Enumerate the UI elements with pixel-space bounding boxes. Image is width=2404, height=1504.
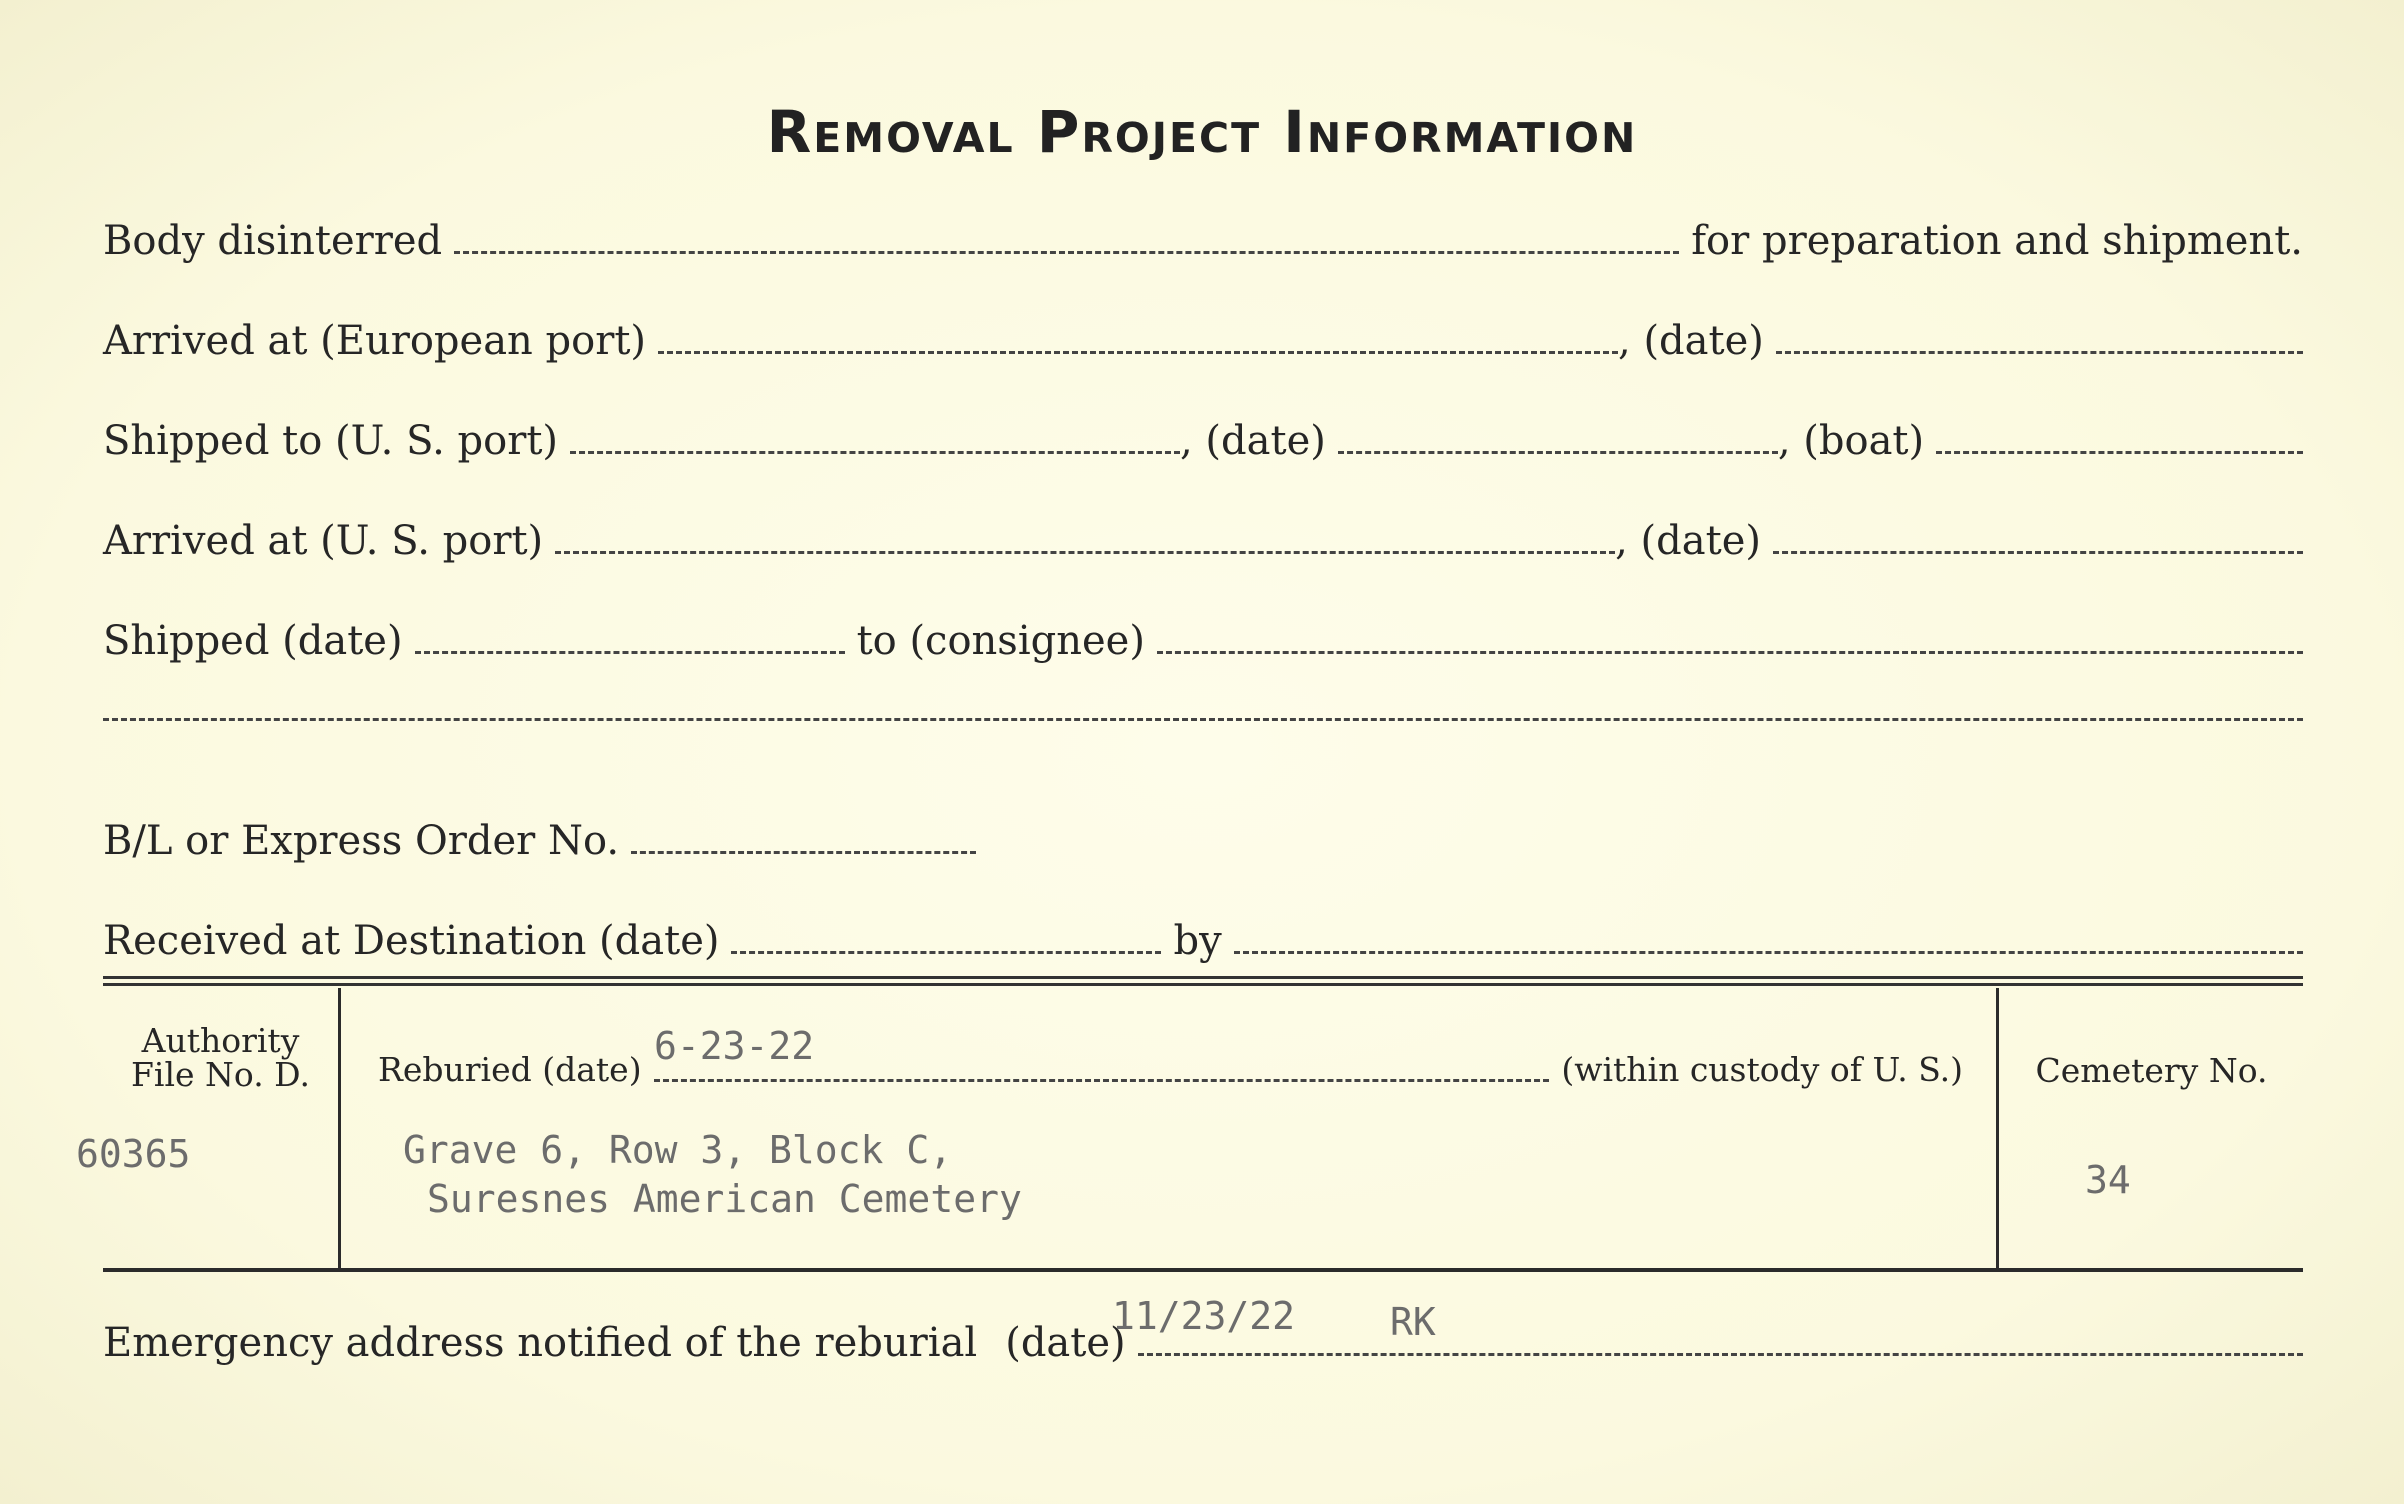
received-by-field — [1234, 951, 2303, 954]
bl-express-label: B/L or Express Order No. — [103, 818, 620, 864]
reburied-date-field — [654, 1079, 1550, 1082]
grave-location: Grave 6, Row 3, Block C, — [403, 1128, 953, 1172]
authority-label: Authority — [141, 1021, 300, 1060]
table-divider-left — [338, 988, 341, 1270]
emergency-date-field — [1138, 1353, 2303, 1356]
bl-express-row — [103, 818, 2303, 864]
shipped-date-field — [1338, 451, 1778, 454]
received-destination-row — [103, 918, 2303, 964]
arrived-us-date-label: , (date) — [1615, 518, 1761, 564]
european-date-label: , (date) — [1618, 318, 1764, 364]
arrived-us-date-field — [1773, 551, 2303, 554]
arrived-european-port-row — [103, 318, 2303, 364]
shipped-us-port-row — [103, 418, 2303, 464]
shipped-date-field-2 — [415, 651, 845, 654]
shipped-us-port-label: Shipped to (U. S. port) — [103, 418, 558, 464]
arrived-us-port-field — [555, 551, 1615, 554]
arrived-us-port-label: Arrived at (U. S. port) — [103, 518, 544, 564]
emergency-date-label: (date) — [1005, 1320, 1126, 1366]
body-disinterred-row — [103, 218, 2303, 264]
shipped-date-label: , (date) — [1180, 418, 1326, 464]
emergency-date: 11/23/22 — [1112, 1294, 1296, 1338]
custody-label: (within custody of U. S.) — [1561, 1050, 1963, 1089]
consignee-continuation-row — [103, 718, 2303, 731]
body-disinterred-label: Body disinterred — [103, 218, 443, 264]
form-title: Removal Project Information — [766, 98, 1638, 166]
shipped-date-label-2: Shipped (date) — [103, 618, 403, 664]
boat-field — [1936, 451, 2303, 454]
cemetery-number: 34 — [2085, 1158, 2131, 1202]
preparation-shipment-label: for preparation and shipment. — [1691, 218, 2303, 264]
emergency-label: Emergency address notified of the reburial — [103, 1320, 978, 1366]
table-top-rule — [103, 976, 2303, 986]
table-bottom-rule — [103, 1268, 2303, 1272]
received-by-label: by — [1173, 918, 1222, 964]
reburied-date: 6-23-22 — [654, 1024, 815, 1068]
shipped-consignee-row — [103, 618, 2303, 664]
arrived-us-port-row — [103, 518, 2303, 564]
initials: RK — [1390, 1300, 1436, 1344]
reburied-row — [378, 1050, 1963, 1090]
body-disinterred-field — [454, 251, 1679, 254]
consignee-field — [1157, 651, 2303, 654]
received-date-field — [731, 951, 1161, 954]
received-destination-label: Received at Destination (date) — [103, 918, 720, 964]
consignee-label: to (consignee) — [856, 618, 1145, 664]
cemetery-no-label: Cemetery No. — [2035, 1051, 2268, 1090]
european-port-field — [658, 351, 1618, 354]
bl-express-field — [631, 851, 976, 854]
shipped-us-port-field — [570, 451, 1180, 454]
arrived-european-port-label: Arrived at (European port) — [103, 318, 647, 364]
boat-label: , (boat) — [1777, 418, 1925, 464]
file-number: 60365 — [76, 1132, 191, 1176]
authority-header — [103, 1021, 338, 1094]
cemetery-name: Suresnes American Cemetery — [427, 1177, 1022, 1221]
consignee-continuation-field — [103, 718, 2303, 721]
table-divider-right — [1996, 988, 1999, 1270]
file-no-label: File No. D. — [131, 1055, 310, 1094]
european-date-field — [1776, 351, 2303, 354]
reburied-label: Reburied (date) — [378, 1050, 642, 1089]
